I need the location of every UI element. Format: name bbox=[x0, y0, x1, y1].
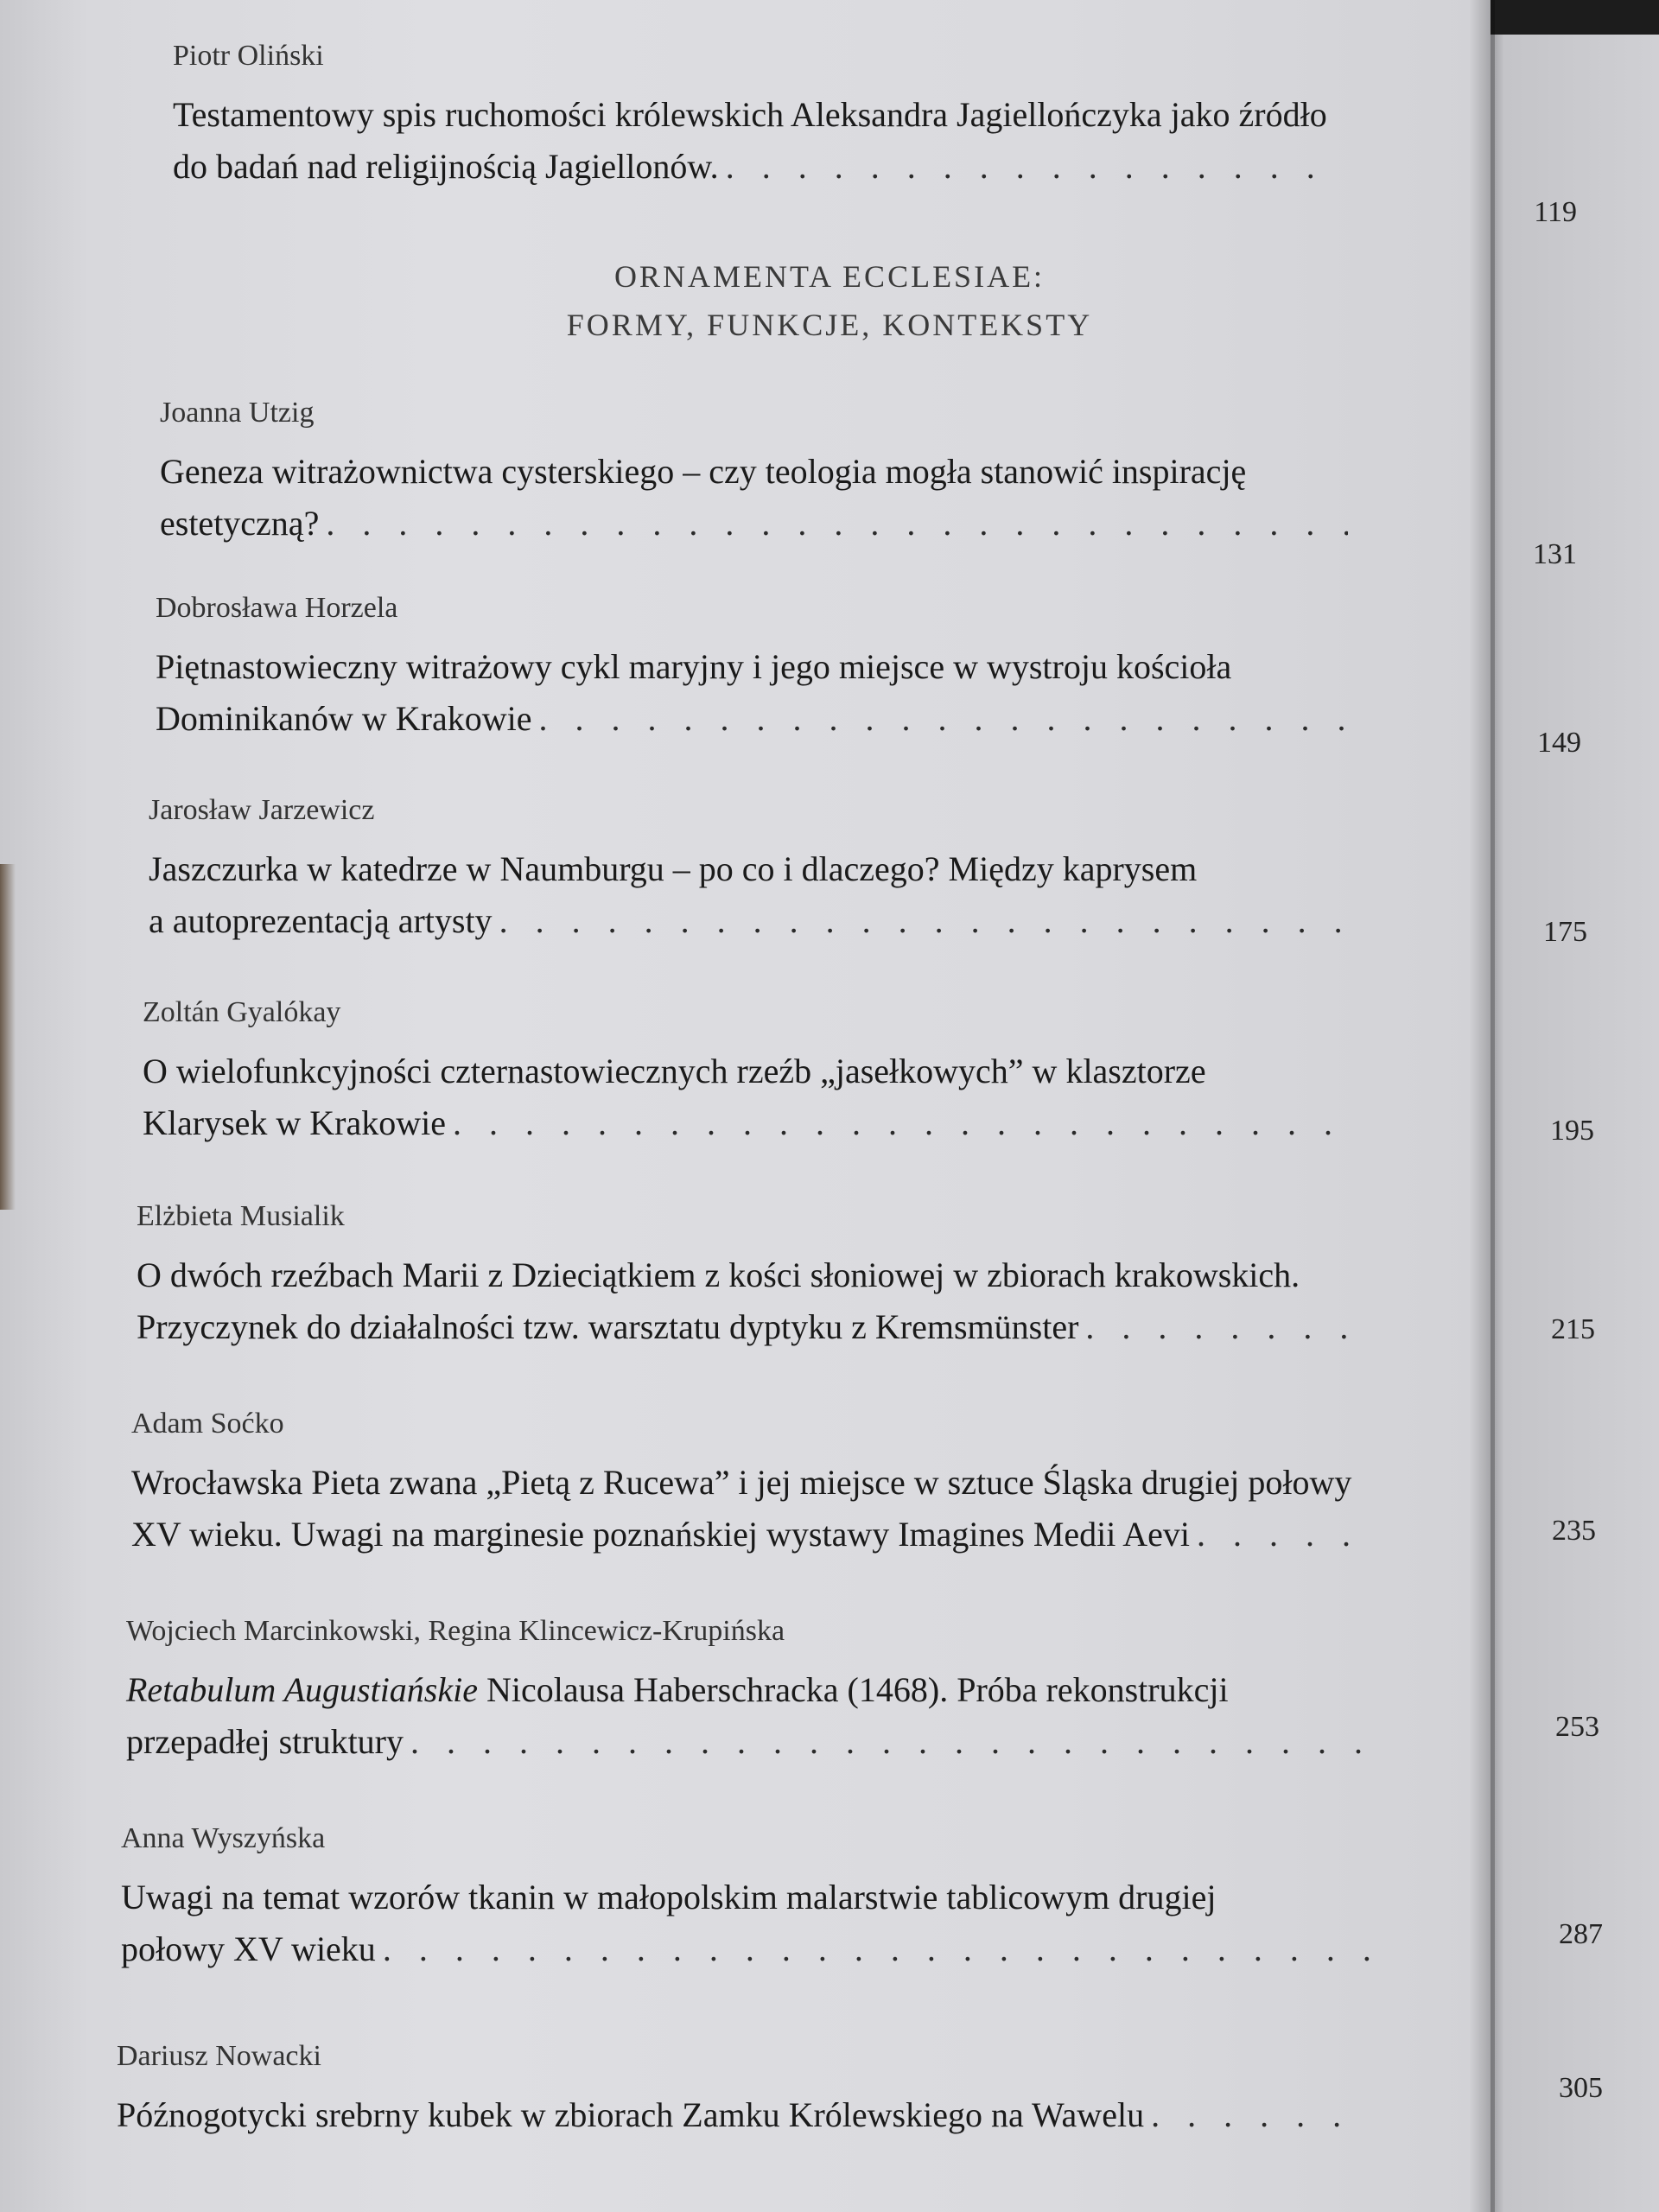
section-heading-line: FORMY, FUNKCJE, KONTEKSTY bbox=[566, 308, 1093, 342]
toc-entry bbox=[156, 591, 1581, 759]
entry-author: Dariusz Nowacki bbox=[117, 2040, 321, 2072]
entry-title-line: Uwagi na temat wzorów tkanin w małopolskim malarstwie tablicowym drugiej bbox=[121, 1878, 1217, 1916]
entry-title-line-leader bbox=[160, 498, 1348, 550]
entry-title-italic: Retabulum Augustiańskie bbox=[126, 1670, 478, 1709]
entry-author: Wojciech Marcinkowski, Regina Klincewicz-Krupińska bbox=[126, 1615, 785, 1647]
dot-leader bbox=[1197, 1509, 1367, 1560]
entry-title bbox=[173, 89, 1339, 193]
entry-title-line: O dwóch rzeźbach Marii z Dzieciątkiem z kości słoniowej w zbiorach krakowskich. bbox=[137, 1255, 1300, 1294]
entry-title-line-leader bbox=[137, 1301, 1363, 1353]
dot-leader bbox=[410, 1716, 1369, 1768]
entry-page-number: 195 bbox=[1550, 1115, 1594, 1147]
entry-title bbox=[137, 1249, 1363, 1353]
entry-title-line: Testamentowy spis ruchomości królewskich Aleksandra Jagiellończyka jako źródło bbox=[173, 95, 1327, 134]
dot-leader bbox=[383, 1923, 1370, 1975]
entry-title-line-leader bbox=[143, 1097, 1359, 1149]
entry-author: Anna Wyszyńska bbox=[121, 1822, 326, 1854]
entry-title bbox=[121, 1872, 1370, 1975]
entry-title bbox=[131, 1457, 1367, 1560]
toc-entry bbox=[160, 396, 1577, 570]
toc-entry bbox=[137, 1199, 1595, 1353]
entry-author: Elżbieta Musialik bbox=[137, 1200, 345, 1232]
entry-title-line: Piętnastowieczny witrażowy cykl maryjny i jego miejsce w wystroju kościoła bbox=[156, 647, 1232, 686]
entry-title-line: Jaszczurka w katedrze w Naumburgu – po co i dlaczego? Między kaprysem bbox=[149, 849, 1198, 888]
entry-title-line: XV wieku. Uwagi na marginesie poznańskiej wystawy Imagines Medii Aevi bbox=[131, 1515, 1190, 1554]
entry-title-line: a autoprezentacją artysty bbox=[149, 901, 493, 940]
toc-entry bbox=[149, 793, 1587, 948]
dot-leader bbox=[1085, 1301, 1363, 1353]
entry-title-line: estetyczną? bbox=[160, 504, 320, 543]
entry-page-number: 305 bbox=[1559, 2072, 1603, 2104]
entry-title-line: połowy XV wieku bbox=[121, 1929, 376, 1968]
dot-leader bbox=[453, 1097, 1359, 1149]
entry-title bbox=[117, 2089, 1370, 2141]
entry-page-number: 215 bbox=[1551, 1313, 1595, 1345]
entry-author: Zoltán Gyalókay bbox=[143, 996, 341, 1028]
entry-page-number: 131 bbox=[1533, 538, 1577, 570]
entry-title-line-leader bbox=[126, 1716, 1369, 1768]
entry-title-line: do badań nad religijnością Jagiellonów. bbox=[173, 147, 719, 186]
entry-author: Piotr Oliński bbox=[173, 40, 324, 72]
entry-title-line: Geneza witrażownictwa cysterskiego – czy teologia mogła stanowić inspirację bbox=[160, 452, 1247, 491]
entry-title-line-leader bbox=[149, 895, 1357, 947]
dot-leader bbox=[326, 498, 1348, 550]
entry-title bbox=[160, 446, 1348, 550]
toc-entry bbox=[126, 1614, 1599, 1768]
entry-title-line: Późnogotycki srebrny kubek w zbiorach Zamku Królewskiego na Wawelu bbox=[117, 2095, 1145, 2134]
entry-title-line: Wrocławska Pieta zwana „Pietą z Rucewa” i jej miejsce w sztuce Śląska drugiej połowy bbox=[131, 1463, 1352, 1502]
section-heading-line: ORNAMENTA ECCLESIAE: bbox=[613, 259, 1046, 294]
entry-title-line: przepadłej struktury bbox=[126, 1722, 404, 1761]
toc-entry bbox=[117, 2039, 1603, 2141]
entry-title-line: Dominikanów w Krakowie bbox=[156, 699, 532, 738]
entry-title-rest: Nicolausa Haberschracka (1468). Próba rekonstrukcji bbox=[478, 1670, 1229, 1709]
toc-entry bbox=[173, 39, 1577, 228]
entry-page-number: 175 bbox=[1543, 916, 1587, 948]
entry-title-line bbox=[126, 1664, 1369, 1716]
dot-leader bbox=[726, 141, 1339, 193]
entry-title-line-leader bbox=[131, 1509, 1367, 1560]
section-heading bbox=[518, 252, 1141, 349]
entry-page-number: 253 bbox=[1555, 1711, 1599, 1743]
dot-leader bbox=[1151, 2089, 1370, 2141]
toc-entry bbox=[143, 995, 1594, 1149]
dot-leader bbox=[538, 693, 1352, 745]
entry-author: Adam Soćko bbox=[131, 1408, 284, 1440]
entry-author: Joanna Utzig bbox=[160, 397, 315, 429]
entry-page-number: 149 bbox=[1537, 727, 1581, 759]
toc-entry bbox=[121, 1821, 1603, 1975]
entry-title-line-leader bbox=[156, 693, 1352, 745]
entry-page-number: 119 bbox=[1534, 196, 1577, 228]
entry-title-line: Klarysek w Krakowie bbox=[143, 1103, 446, 1142]
entry-title-line: Przyczynek do działalności tzw. warsztatu dyptyku z Kremsmünster bbox=[137, 1307, 1079, 1346]
entry-author: Dobrosława Horzela bbox=[156, 592, 398, 624]
dot-leader bbox=[499, 895, 1357, 947]
entry-title-line: O wielofunkcyjności czternastowiecznych rzeźb „jasełkowych” w klasztorze bbox=[143, 1052, 1206, 1090]
toc-entry bbox=[131, 1407, 1596, 1560]
entry-page-number: 287 bbox=[1559, 1918, 1603, 1950]
entry-title-line-leader bbox=[121, 1923, 1370, 1975]
entry-title-line-leader bbox=[117, 2089, 1370, 2141]
entry-title bbox=[143, 1046, 1359, 1149]
entry-page-number: 235 bbox=[1552, 1515, 1596, 1547]
entry-title bbox=[149, 843, 1357, 947]
entry-title bbox=[156, 641, 1352, 745]
entry-title-line-leader bbox=[173, 141, 1339, 193]
entry-title bbox=[126, 1664, 1369, 1768]
entry-author: Jarosław Jarzewicz bbox=[149, 794, 375, 826]
